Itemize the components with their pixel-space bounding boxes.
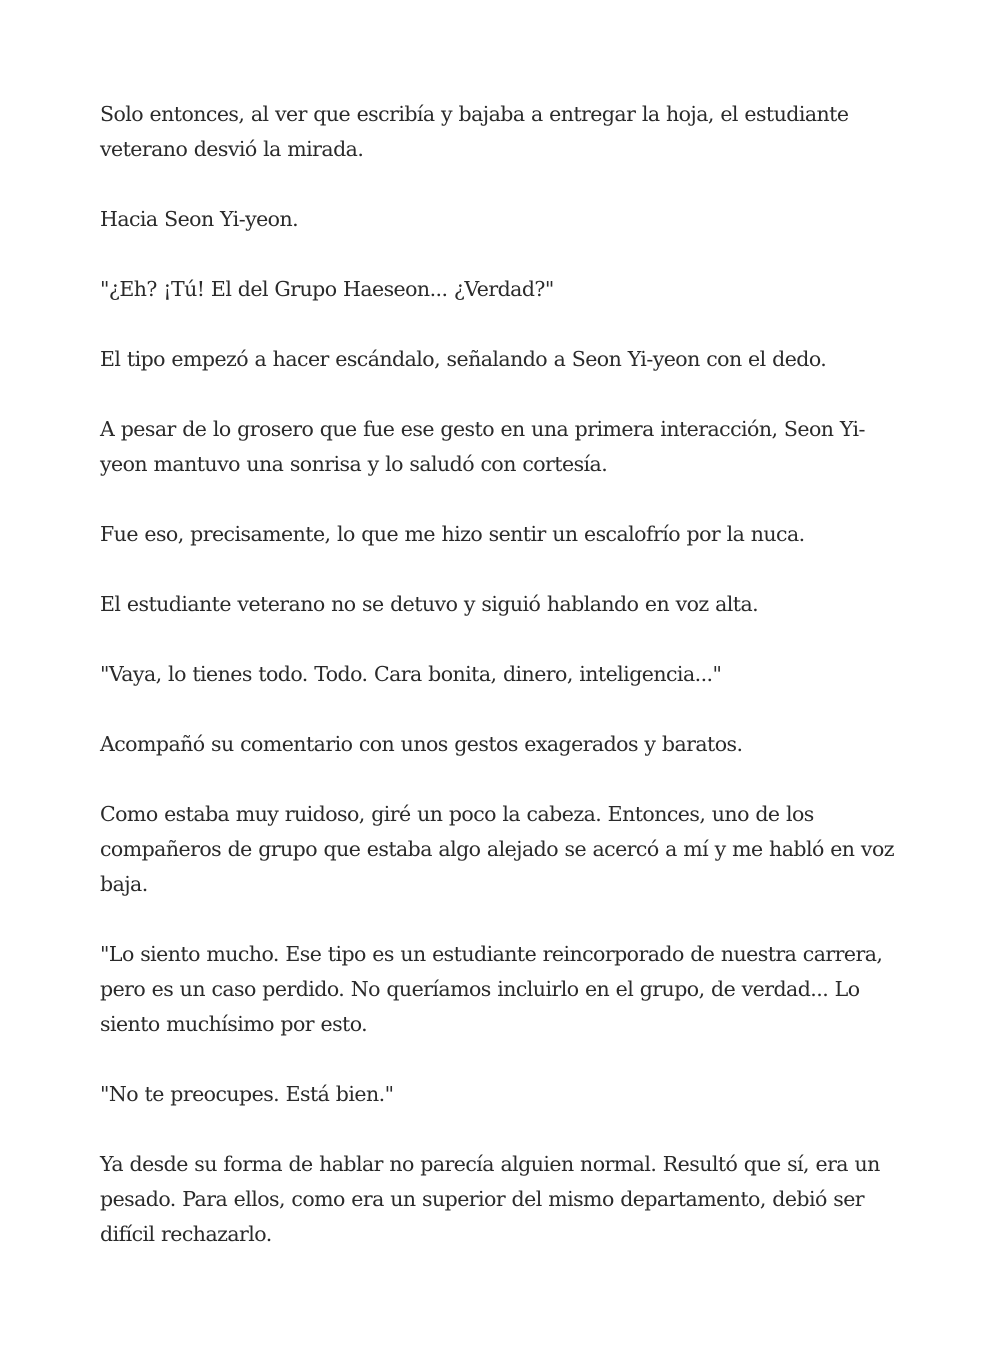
paragraph: "Vaya, lo tienes todo. Todo. Cara bonita, dinero, inteligencia..." xyxy=(100,662,722,686)
paragraph: Solo entonces, al ver que escribía y bajaba a entregar la hoja, el estudiante veterano desvió la mirada. xyxy=(100,102,849,161)
paragraph: El tipo empezó a hacer escándalo, señalando a Seon Yi-yeon con el dedo. xyxy=(100,347,827,371)
paragraph: A pesar de lo grosero que fue ese gesto en una primera interacción, Seon Yi-yeon mantuvo una sonrisa y lo saludó con cortesía. xyxy=(100,417,865,476)
paragraph: "¿Eh? ¡Tú! El del Grupo Haeseon... ¿Verdad?" xyxy=(100,277,554,301)
paragraph: Ya desde su forma de hablar no parecía alguien normal. Resultó que sí, era un pesado. Para ellos, como era un superior del mismo departamento, debió ser difícil rechazarlo. xyxy=(100,1152,880,1246)
paragraph: El estudiante veterano no se detuvo y siguió hablando en voz alta. xyxy=(100,592,759,616)
paragraph: "Lo siento mucho. Ese tipo es un estudiante reincorporado de nuestra carrera, pero es un caso perdido. No queríamos incluirlo en el grupo, de verdad... Lo siento muchísimo por esto. xyxy=(100,942,883,1036)
paragraph: Acompañó su comentario con unos gestos exagerados y baratos. xyxy=(100,732,743,756)
paragraph: "No te preocupes. Está bien." xyxy=(100,1082,394,1106)
paragraph: Hacia Seon Yi-yeon. xyxy=(100,207,299,231)
paragraph: Como estaba muy ruidoso, giré un poco la cabeza. Entonces, uno de los compañeros de grupo que estaba algo alejado se acercó a mí y me habló en voz baja. xyxy=(100,802,894,896)
paragraph: Fue eso, precisamente, lo que me hizo sentir un escalofrío por la nuca. xyxy=(100,522,805,546)
document-body xyxy=(100,97,905,1287)
